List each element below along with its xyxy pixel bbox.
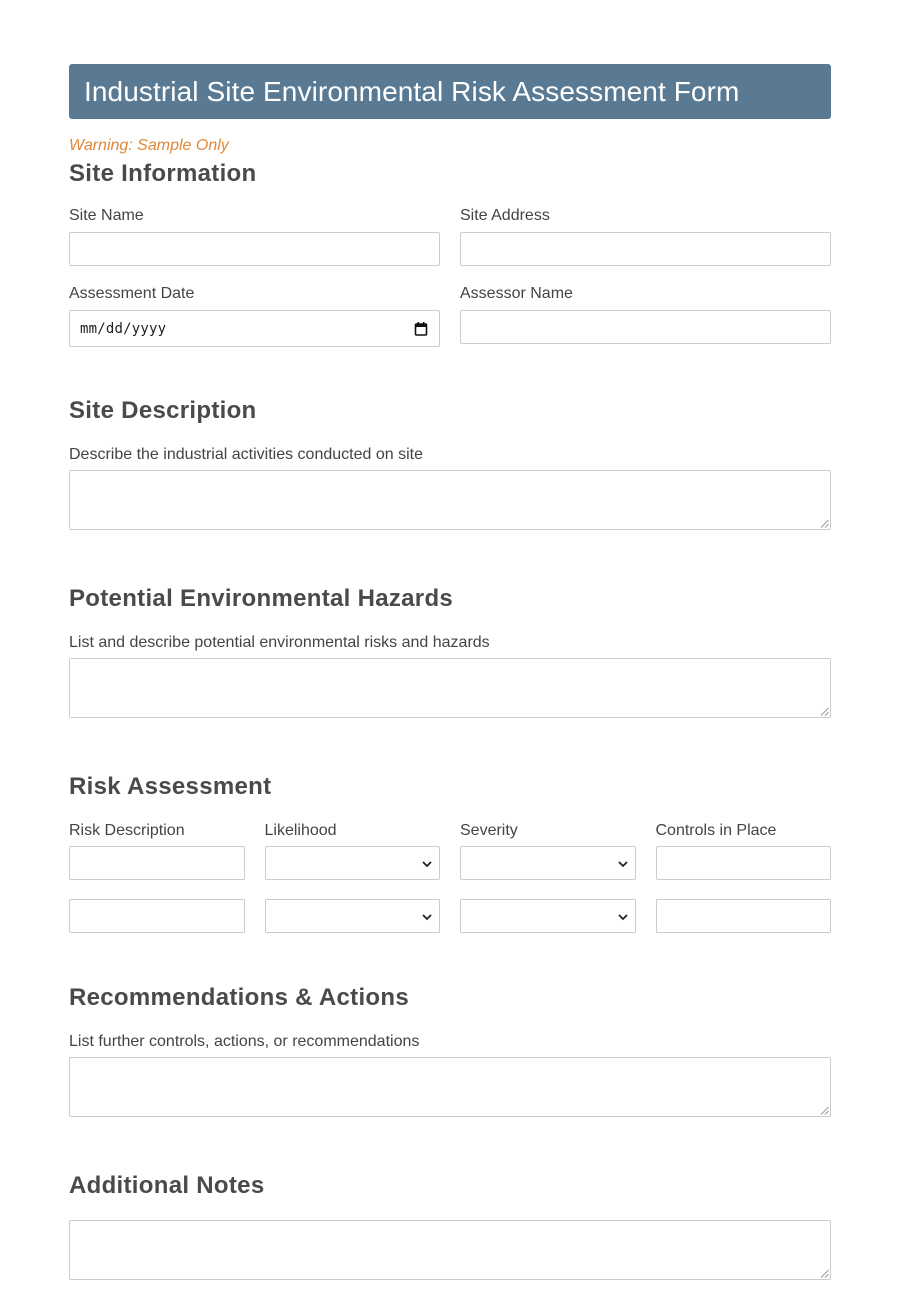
likelihood-select[interactable] [265, 846, 441, 880]
page-title: Industrial Site Environmental Risk Assessment Form [84, 75, 740, 107]
assessor-name-input[interactable] [460, 310, 831, 344]
additional-notes-textarea[interactable] [69, 1220, 831, 1280]
assessor-name-label: Assessor Name [460, 285, 573, 302]
severity-select[interactable] [460, 846, 636, 880]
section-heading: Potential Environmental Hazards [69, 585, 454, 612]
form-header [69, 64, 831, 119]
hazards-label: List and describe potential environmental risks and hazards [69, 634, 490, 651]
section-heading: Site Description [69, 397, 257, 424]
assessment-date-input[interactable] [69, 310, 440, 347]
chevron-down-icon [617, 911, 629, 923]
date-placeholder: mm/dd/yyyy [80, 320, 167, 337]
warning-note: Warning: Sample Only [69, 137, 229, 154]
section-heading: Recommendations & Actions [69, 984, 409, 1011]
calendar-icon[interactable] [413, 321, 429, 337]
section-site-information [69, 160, 831, 347]
section-site-description [69, 397, 831, 530]
site-description-label: Describe the industrial activities conducted on site [69, 446, 423, 463]
resize-handle-icon[interactable] [820, 1106, 829, 1115]
form-page [69, 64, 831, 1280]
risk-description-input[interactable] [69, 846, 245, 880]
resize-handle-icon[interactable] [820, 1269, 829, 1278]
chevron-down-icon [421, 911, 433, 923]
recommendations-label: List further controls, actions, or recommendations [69, 1033, 420, 1050]
assessment-date-label: Assessment Date [69, 285, 195, 302]
resize-handle-icon[interactable] [820, 707, 829, 716]
controls-in-place-input[interactable] [656, 899, 832, 933]
site-name-label: Site Name [69, 207, 144, 224]
site-description-textarea[interactable] [69, 470, 831, 530]
hazards-textarea[interactable] [69, 658, 831, 718]
likelihood-select[interactable] [265, 899, 441, 933]
section-heading: Site Information [69, 160, 257, 187]
risk-description-input[interactable] [69, 899, 245, 933]
controls-in-place-input[interactable] [656, 846, 832, 880]
chevron-down-icon [421, 858, 433, 870]
resize-handle-icon[interactable] [820, 519, 829, 528]
risk-description-header: Risk Description [69, 822, 185, 839]
section-recommendations [69, 984, 831, 1117]
site-address-input[interactable] [460, 232, 831, 266]
chevron-down-icon [617, 858, 629, 870]
section-heading: Risk Assessment [69, 773, 272, 800]
severity-header: Severity [460, 822, 518, 839]
site-address-label: Site Address [460, 207, 550, 224]
likelihood-header: Likelihood [264, 822, 337, 839]
controls-in-place-header: Controls in Place [655, 822, 777, 839]
recommendations-textarea[interactable] [69, 1057, 831, 1117]
section-heading: Additional Notes [69, 1172, 265, 1199]
section-hazards [69, 585, 831, 718]
section-additional-notes [69, 1172, 831, 1280]
severity-select[interactable] [460, 899, 636, 933]
section-risk-assessment [69, 773, 831, 933]
site-name-input[interactable] [69, 232, 440, 266]
